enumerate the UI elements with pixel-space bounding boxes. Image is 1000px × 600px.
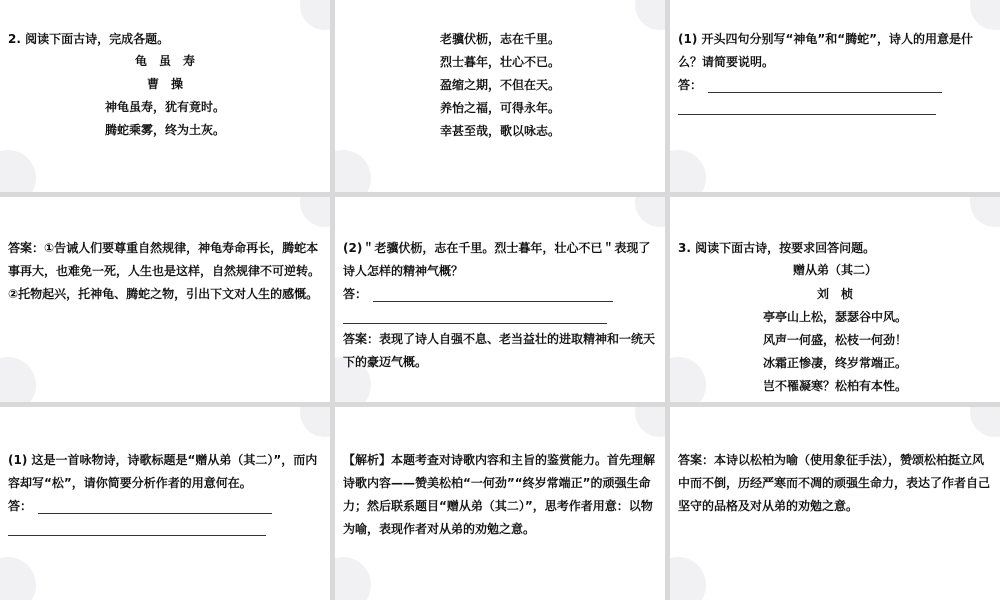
poem-line: 亭亭山上松，瑟瑟谷中风。 xyxy=(762,310,907,324)
answer-text: 答案：本诗以松柏为喻（使用象征手法），赞颂松柏挺立风中而不倒，历经严寒而不凋的顽强生命力，表达了作者自己坚守的品格及对从弟的劝勉之意。 xyxy=(678,453,991,513)
poem-line: 盈缩之期，不但在天。 xyxy=(439,78,560,92)
slide-8[interactable] xyxy=(335,407,665,600)
slide-6[interactable] xyxy=(670,197,1000,402)
slide-9[interactable] xyxy=(670,407,1000,600)
analysis-text: 【解析】本题考查对诗歌内容和主旨的鉴赏能力。首先理解诗歌内容——赞美松柏“一何劲”“终岁常端正”的顽强生命力；然后联系题目“赠从弟（其二）”，思考作者用意：以物为喻，表现作者对从弟的劝勉之意。 xyxy=(343,453,656,536)
question-heading: 2. 阅读下面古诗，完成各题。 xyxy=(8,32,170,46)
answer-text: 答案：①告诫人们要尊重自然规律，神龟寿命再长，腾蛇本事再大，也难免一死，人生也是这样，自然规律不可逆转。②托物起兴，托神龟、腾蛇之物，引出下文对人生的感慨。 xyxy=(8,241,321,301)
poem-line: 烈士暮年，壮心不已。 xyxy=(439,55,560,69)
poem-author: 刘 桢 xyxy=(816,287,853,301)
slide-2[interactable] xyxy=(335,0,665,192)
decorative-circle xyxy=(635,407,665,437)
poem-line: 腾蛇乘雾，终为土灰。 xyxy=(104,123,225,137)
slide-1[interactable] xyxy=(0,0,330,192)
question-heading: 3. 阅读下面古诗，按要求回答问题。 xyxy=(678,241,876,255)
decorative-circle xyxy=(0,557,36,600)
poem-line: 岂不罹凝寒？松柏有本性。 xyxy=(762,379,907,393)
poem-line: 老骥伏枥，志在千里。 xyxy=(439,32,560,46)
decorative-circle xyxy=(970,197,1000,227)
answer-blank[interactable] xyxy=(373,301,613,302)
decorative-circle xyxy=(970,407,1000,437)
poem-line: 冰霜正惨凄，终岁常端正。 xyxy=(762,356,907,370)
poem-author: 曹 操 xyxy=(146,77,183,91)
question-text: (2)＂老骥伏枥，志在千里。烈士暮年，壮心不已＂表现了诗人怎样的精神气概？ xyxy=(343,241,651,278)
answer-blank[interactable] xyxy=(38,513,272,514)
decorative-circle xyxy=(635,197,665,227)
poem-line: 养怡之福，可得永年。 xyxy=(439,101,560,115)
answer-label: 答： xyxy=(343,287,368,301)
decorative-circle xyxy=(335,557,371,600)
decorative-circle xyxy=(670,150,706,192)
decorative-circle xyxy=(300,197,330,227)
poem-line: 风声一何盛，松枝一何劲！ xyxy=(762,333,907,347)
slide-5[interactable] xyxy=(335,197,665,402)
decorative-circle xyxy=(300,407,330,437)
poem-line: 神龟虽寿，犹有竟时。 xyxy=(104,100,225,114)
question-text: (1) 开头四句分别写“神龟”和“腾蛇”，诗人的用意是什么？请简要说明。 xyxy=(678,32,974,69)
answer-label: 答： xyxy=(8,499,33,513)
poem-title: 赠从弟（其二） xyxy=(792,263,877,277)
answer-blank[interactable] xyxy=(343,323,607,324)
decorative-circle xyxy=(335,150,371,192)
decorative-circle xyxy=(0,150,36,192)
decorative-circle xyxy=(300,0,330,30)
poem-line: 幸甚至哉，歌以咏志。 xyxy=(439,124,560,138)
decorative-circle xyxy=(970,0,1000,30)
answer-blank[interactable] xyxy=(8,535,266,536)
question-text: (1) 这是一首咏物诗，诗歌标题是“赠从弟（其二）”，而内容却写“松”，请你简要分析作者的用意何在。 xyxy=(8,453,318,490)
decorative-circle xyxy=(635,0,665,30)
answer-blank[interactable] xyxy=(678,114,936,115)
decorative-circle xyxy=(0,357,36,402)
slide-4[interactable] xyxy=(0,197,330,402)
slide-3[interactable] xyxy=(670,0,1000,192)
slide-7[interactable] xyxy=(0,407,330,600)
answer-text: 答案：表现了诗人自强不息、老当益壮的进取精神和一统天下的豪迈气概。 xyxy=(343,332,656,369)
answer-label: 答： xyxy=(678,78,703,92)
decorative-circle xyxy=(670,557,706,600)
answer-blank[interactable] xyxy=(708,92,942,93)
poem-title: 龟 虽 寿 xyxy=(134,54,195,68)
